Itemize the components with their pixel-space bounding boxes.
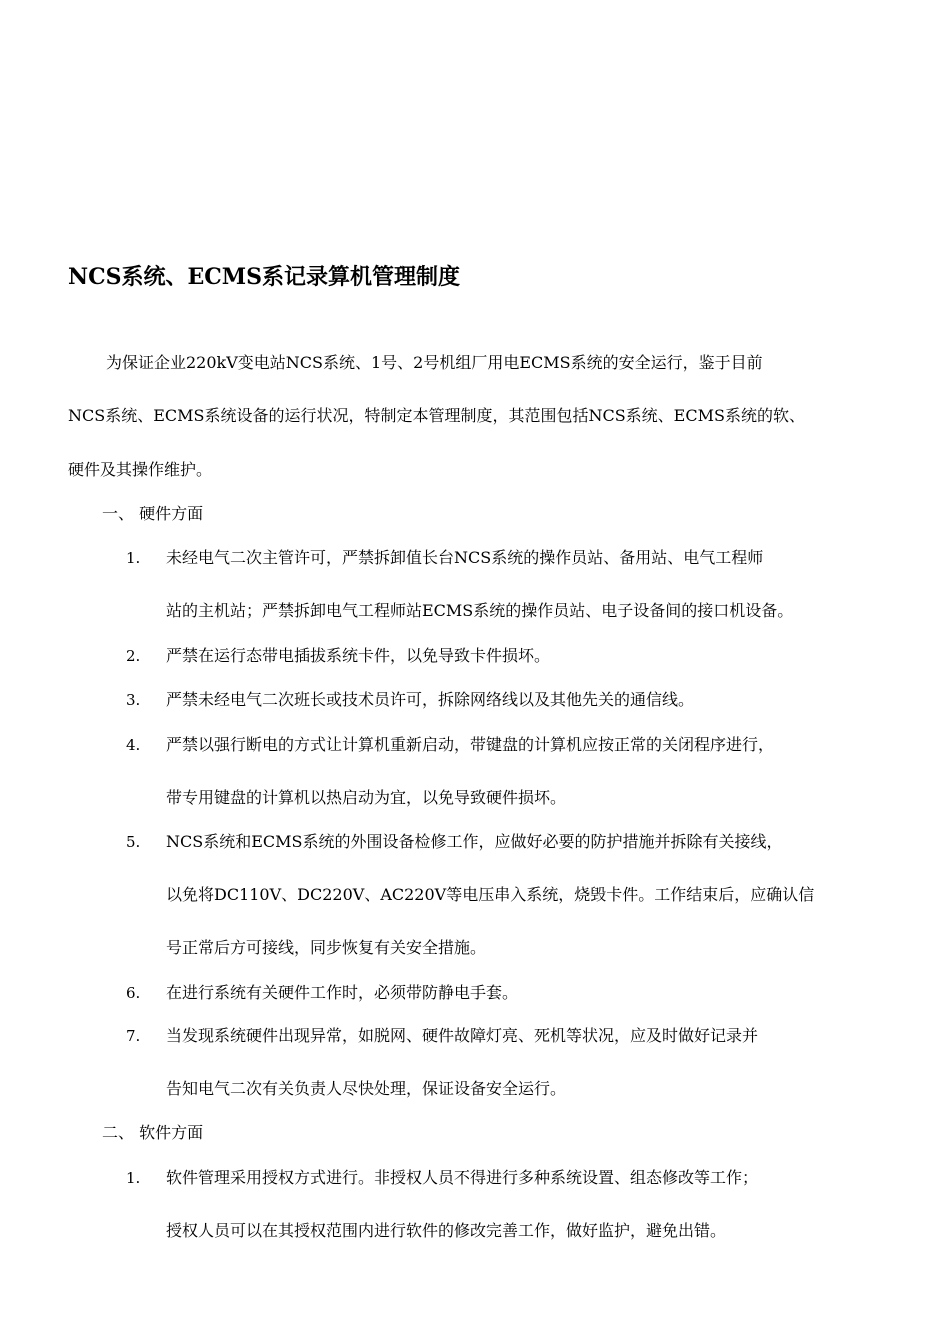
- item-line: 站的主机站；严禁拆卸电气工程师站ECMS系统的操作员站、电子设备间的接口机设备。: [166, 601, 794, 620]
- item-line: 严禁在运行态带电插拔系统卡件，以免导致卡件损坏。: [166, 646, 551, 665]
- document-title: NCS系统、ECMS系记录算机管理制度: [68, 264, 461, 290]
- item-line: NCS系统和ECMS系统的外围设备检修工作，应做好必要的防护措施并拆除有关接线，: [166, 832, 783, 851]
- section-heading-software: 二、 软件方面: [102, 1123, 204, 1142]
- item-line: 授权人员可以在其授权范围内进行软件的修改完善工作，做好监护，避免出错。: [166, 1221, 727, 1240]
- intro-line-1: 为保证企业220kV变电站NCS系统、1号、2号机组厂用电ECMS系统的安全运行，鉴于目前: [106, 353, 763, 372]
- item-number: 6.: [126, 984, 141, 1002]
- item-number: 4.: [126, 736, 141, 754]
- item-number: 2.: [126, 647, 141, 665]
- item-number: 3.: [126, 691, 141, 709]
- item-number: 1.: [126, 549, 141, 567]
- item-line: 号正常后方可接线，同步恢复有关安全措施。: [166, 938, 487, 957]
- item-line: 未经电气二次主管许可，严禁拆卸值长台NCS系统的操作员站、备用站、电气工程师: [166, 548, 764, 567]
- item-line: 严禁以强行断电的方式让计算机重新启动，带键盘的计算机应按正常的关闭程序进行，: [166, 735, 775, 754]
- item-line: 当发现系统硬件出现异常，如脱网、硬件故障灯亮、死机等状况，应及时做好记录并: [166, 1026, 759, 1045]
- item-number: 7.: [126, 1027, 141, 1045]
- item-number: 5.: [126, 833, 141, 851]
- item-line: 带专用键盘的计算机以热启动为宜，以免导致硬件损坏。: [166, 788, 567, 807]
- section-heading-hardware: 一、 硬件方面: [102, 504, 204, 523]
- intro-line-3: 硬件及其操作维护。: [68, 460, 213, 479]
- intro-line-2: NCS系统、ECMS系统设备的运行状况，特制定本管理制度，其范围包括NCS系统、ECMS系统的软、: [68, 406, 805, 425]
- item-number: 1.: [126, 1169, 141, 1187]
- item-line: 软件管理采用授权方式进行。非授权人员不得进行多种系统设置、组态修改等工作；: [166, 1168, 759, 1187]
- item-line: 在进行系统有关硬件工作时，必须带防静电手套。: [166, 983, 519, 1002]
- item-line: 告知电气二次有关负责人尽快处理，保证设备安全运行。: [166, 1079, 567, 1098]
- item-line: 以免将DC110V、DC220V、AC220V等电压串入系统，烧毁卡件。工作结束后，应确认信: [166, 885, 815, 904]
- item-line: 严禁未经电气二次班长或技术员许可，拆除网络线以及其他先关的通信线。: [166, 690, 695, 709]
